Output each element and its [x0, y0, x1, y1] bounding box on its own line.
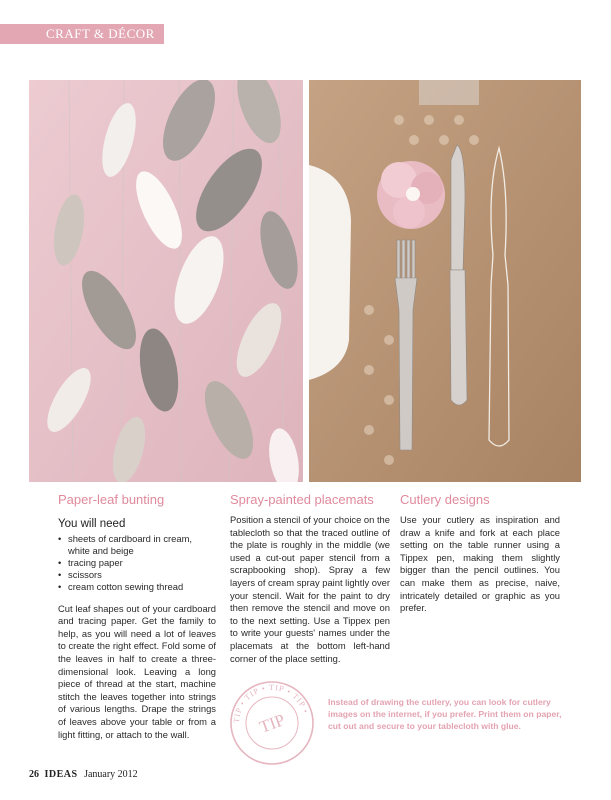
- page-number: 26: [29, 769, 39, 780]
- cutlery-body: Use your cutlery as inspiration and draw a knife and fork at each place setting on the table runner using a Tippex pen, making them slightly bigger than the pencil outlines. You can make them as precise, naive, intricately detailed or graphic as you prefer.: [400, 514, 560, 614]
- bunting-column: [58, 492, 216, 741]
- cutlery-heading: Cutlery designs: [400, 492, 490, 507]
- placemat-cutlery-photo: [309, 80, 581, 482]
- bunting-heading: Paper-leaf bunting: [58, 492, 165, 507]
- section-label: CRAFT & DÉCOR: [0, 24, 164, 44]
- page-footer: [29, 769, 138, 780]
- list-item: • tracing paper: [58, 557, 216, 569]
- tip-stamp-icon: [229, 680, 315, 766]
- list-item: • scissors: [58, 569, 216, 581]
- placemats-column: [230, 492, 390, 665]
- materials-list: [58, 533, 216, 593]
- tip-label: TIP: [256, 710, 288, 737]
- cutlery-column: [400, 492, 560, 615]
- list-item: • cream cotton sewing thread: [58, 581, 216, 593]
- placemats-body: Position a stencil of your choice on the tablecloth so that the traced outline of the plate is roughly in the middle (we used a cut-out paper stencil from a scrapbooking shop). Spray a few layers of cream spray paint lightly over your stencil. Wait for the paint to dry then remove the stencil and move on to the next setting. Use a Tippex pen to write your guests' names under the placemats at the bottom left-hand corner of the place setting.: [230, 514, 390, 664]
- tip-ring-text: TIP • TIP • TIP • TIP •: [231, 682, 311, 724]
- list-item: • sheets of cardboard in cream, white and beige: [58, 533, 216, 557]
- placemats-heading: Spray-painted placemats: [230, 492, 374, 507]
- bunting-body: Cut leaf shapes out of your cardboard and tracing paper. Get the family to help, as you will need a lot of leaves to create the right effect. Fold some of the leaves in half to create a three-dimensional look. Leaving a long piece of thread at the start, machine stitch the leaves together into strings of various lengths. Drape the strings of leaves above your table or from a light fitting, or attach to the wall.: [58, 602, 216, 740]
- magazine-name: IDEAS: [44, 769, 78, 780]
- tip-text: Instead of drawing the cutlery, you can look for cutlery images on the internet, if you prefer. Print them on paper, cut out and secure to your tablecloth with glue.: [328, 697, 562, 731]
- issue-date: January 2012: [84, 769, 138, 780]
- paper-leaf-bunting-photo: [29, 80, 303, 482]
- you-will-need-heading: You will need: [58, 518, 126, 530]
